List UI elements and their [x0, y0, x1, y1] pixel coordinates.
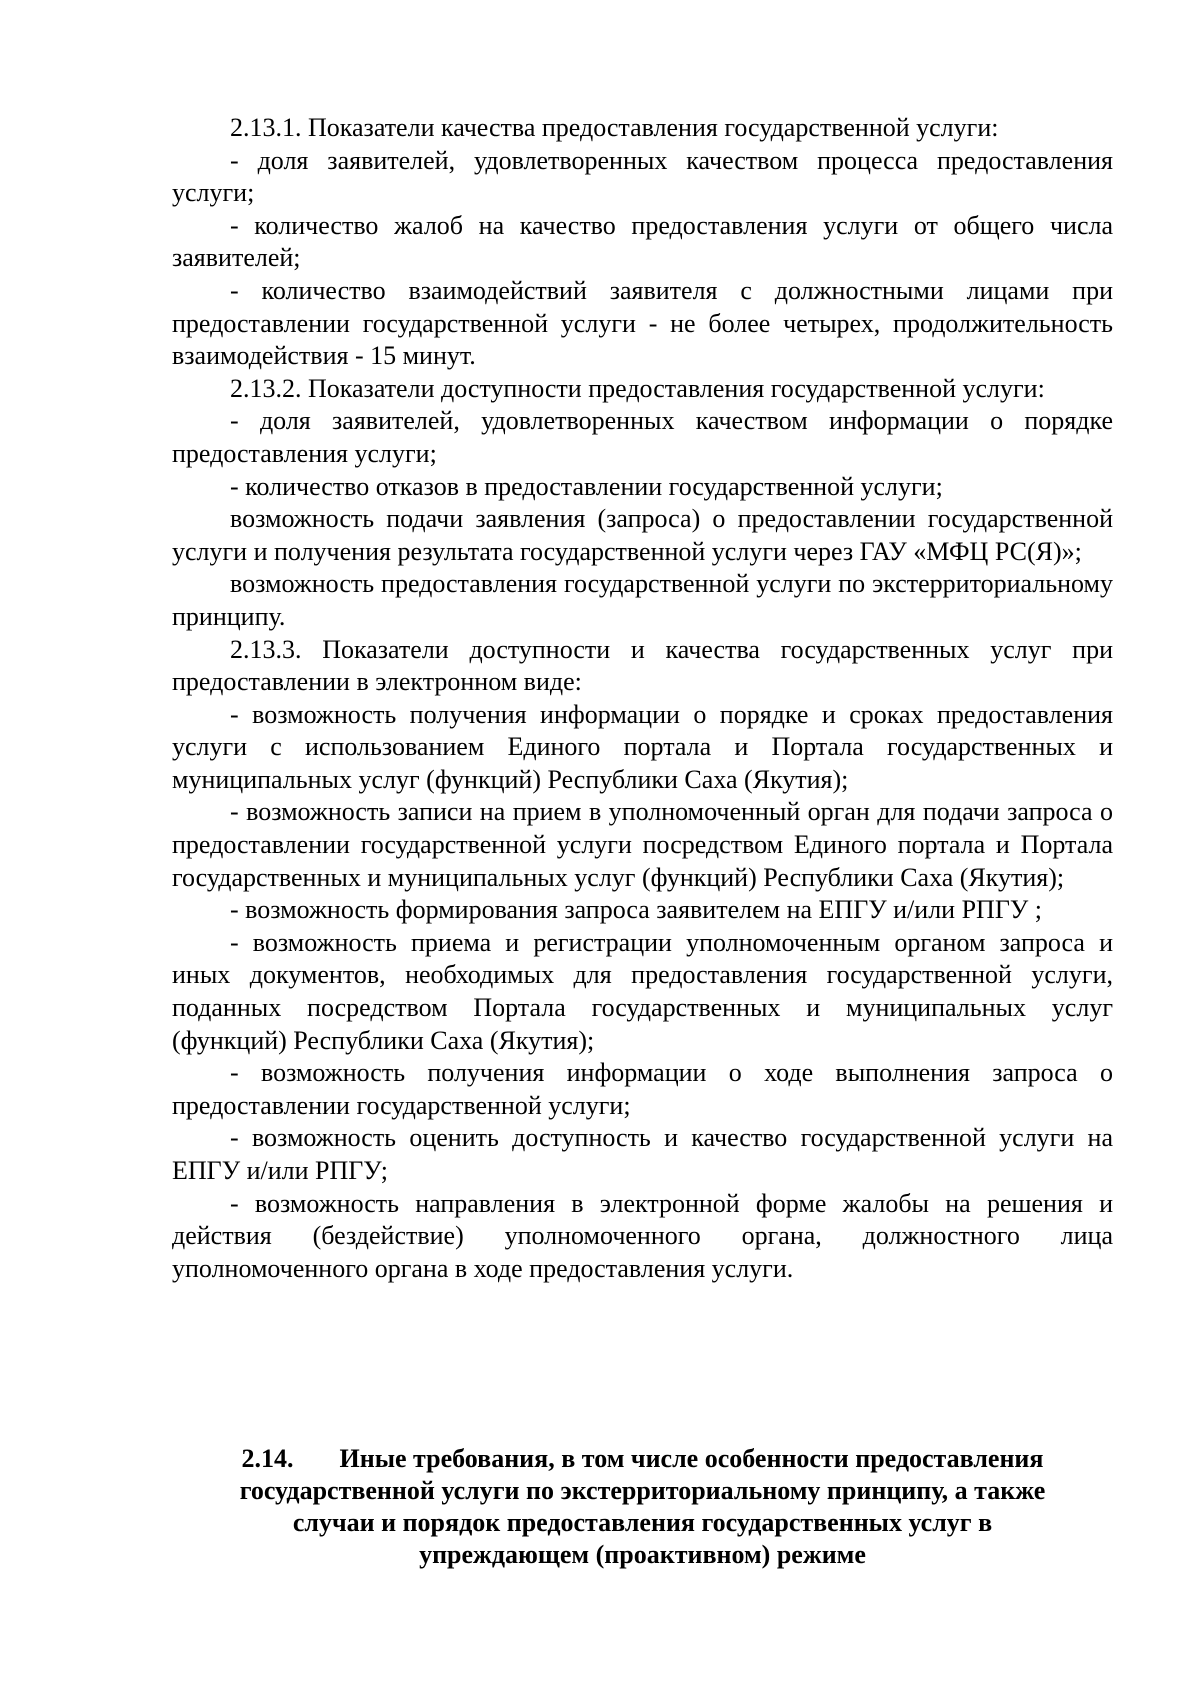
section-2-14-heading: [172, 1443, 1113, 1571]
paragraph-extraterritorial: возможность предоставления государственной услуги по экстерриториальному принципу.: [172, 569, 1113, 631]
paragraph-appointment-booking: - возможность записи на прием в уполномоченный орган для подачи запроса о предоставлении государственной услуги посредством Единого портала и Портала государственных и муниципальных услуг (функций) Республики Саха (Якутия);: [172, 797, 1113, 892]
paragraph-mfc-submission: возможность подачи заявления (запроса) о предоставлении государственной услуги и получения результата государственной услуги через ГАУ «МФЦ РС(Я)»;: [172, 504, 1113, 566]
paragraph-quality-share: - доля заявителей, удовлетворенных качеством процесса предоставления услуги;: [172, 145, 1113, 208]
paragraph-2-13-1-heading: 2.13.1. Показатели качества предоставления государственной услуги:: [230, 113, 999, 142]
paragraph-information-share: - доля заявителей, удовлетворенных качеством информации о порядке предоставления услуги;: [172, 406, 1113, 468]
paragraph-complaints-count: - количество жалоб на качество предоставления услуги от общего числа заявителей;: [172, 210, 1113, 273]
document-body: [172, 112, 1113, 1285]
paragraph-request-registration: - возможность приема и регистрации уполномоченным органом запроса и иных документов, необходимых для предоставления государственной услуги, поданных посредством Портала государственных и муниципальных услуг (функций) Республики Саха (Якутия);: [172, 927, 1113, 1055]
section-number: 2.14.: [241, 1444, 294, 1473]
paragraph-2-13-3-heading: 2.13.3. Показатели доступности и качества государственных услуг при предоставлении в электронном виде:: [172, 634, 1113, 697]
paragraph-portal-information: - возможность получения информации о порядке и сроках предоставления услуги с использованием Единого портала и Портала государственных и муниципальных услуг (функций) Республики Саха (Якутия);: [172, 699, 1113, 794]
paragraph-refusals-count: - количество отказов в предоставлении государственной услуги;: [230, 471, 943, 501]
section-title-line-1: Иные требования, в том числе особенности предоставления: [339, 1444, 1044, 1473]
section-title-line-4: упреждающем (проактивном) режиме: [419, 1540, 866, 1569]
paragraph-request-status: - возможность получения информации о ходе выполнения запроса о предоставлении государственной услуги;: [172, 1058, 1113, 1120]
section-heading-line-1: [172, 1443, 1113, 1475]
paragraph-interactions-count: - количество взаимодействий заявителя с должностными лицами при предоставлении государственной услуги - не более четырех, продолжительность взаимодействия - 15 минут.: [172, 275, 1113, 371]
paragraph-electronic-complaint: - возможность направления в электронной форме жалобы на решения и действия (бездействие) уполномоченного органа, должностного лица уполномоченного органа в ходе предоставления услуги.: [172, 1188, 1113, 1283]
section-title-line-2: государственной услуги по экстерриториальному принципу, а также: [239, 1476, 1046, 1505]
section-title-line-3: случаи и порядок предоставления государственных услуг в: [292, 1508, 993, 1537]
paragraph-2-13-2-heading: 2.13.2. Показатели доступности предоставления государственной услуги:: [230, 373, 1045, 403]
paragraph-service-evaluation: - возможность оценить доступность и качество государственной услуги на ЕПГУ и/или РПГУ;: [172, 1123, 1113, 1185]
paragraph-request-forming: - возможность формирования запроса заявителем на ЕПГУ и/или РПГУ ;: [230, 895, 1042, 925]
